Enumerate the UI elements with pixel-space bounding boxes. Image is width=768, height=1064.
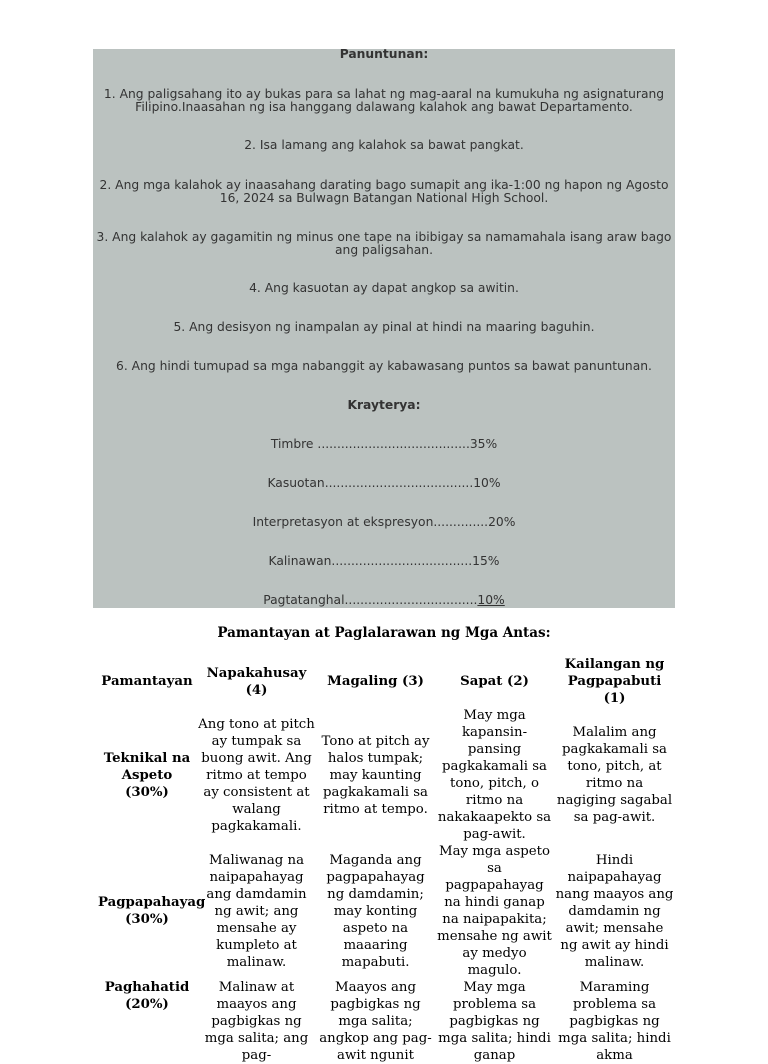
table-cell: May mga problema sa pagbigkas ng mga salita; hindi ganap: [438, 980, 551, 1063]
header-pamantayan: Pamantayan: [101, 674, 193, 689]
criterion-interpretasyon: Interpretasyon at ekspresyon..............20%: [252, 515, 516, 529]
rubric-title: Pamantayan at Paglalarawan ng Mga Antas:: [217, 625, 551, 641]
criterion-kalinawan: Kalinawan....................................15%: [268, 554, 500, 568]
table-row: [97, 979, 675, 1064]
criterion-pagtatanghal: [93, 594, 675, 607]
table-cell: Maraming problema sa pagbigkas ng mga salita; hindi akma: [558, 980, 671, 1063]
header-kailangan: Kailangan ng Pagpapabuti (1): [564, 657, 665, 706]
table-cell: Hindi naipapahayag nang maayos ang damdamin ng awit; mensahe ng awit ay hindi malinaw.: [555, 852, 674, 970]
criterion-cell: Teknikal na Aspeto (30%): [103, 750, 191, 800]
rule-1: 1. Ang paligsahang ito ay bukas para sa lahat ng mag-aaral na kumukuha ng asignaturang Filipino.Inaasahan ng isa hanggang dalawang kalahok ang bawat Departamento.: [103, 87, 665, 114]
table-row: [97, 843, 675, 979]
rules-heading: Panuntunan:: [339, 49, 429, 61]
criterion-kasuotan: Kasuotan......................................10%: [267, 476, 501, 490]
rule-6: 5. Ang desisyon ng inampalan ay pinal at hindi na maaring baguhin.: [173, 320, 595, 334]
table-cell: Maliwanag na naipapahayag ang damdamin ng awit; ang mensahe ay kumpleto at malinaw.: [206, 852, 307, 970]
table-cell: Maayos ang pagbigkas ng mga salita; angkop ang pag-awit ngunit: [319, 980, 432, 1063]
header-napakahusay: Napakahusay (4): [206, 665, 307, 698]
table-row: [97, 707, 675, 843]
rule-3: 2. Ang mga kalahok ay inaasahang darating bago sumapit ang ika-1:00 ng hapon ng Agosto 16, 2024 sa Bulwagn Batangan National High School.: [99, 178, 669, 205]
header-magaling: Magaling (3): [327, 674, 424, 689]
rule-7: 6. Ang hindi tumupad sa mga nabanggit ay kabawasang puntos sa bawat panuntunan.: [116, 359, 652, 373]
criterion-cell: Pagpapahayag (30%): [98, 895, 206, 927]
table-cell: May mga kapansin-pansing pagkakamali sa tono, pitch, o ritmo na nakakaapekto sa pag-awit.: [437, 708, 552, 842]
rule-5: 4. Ang kasuotan ay dapat angkop sa awitin.: [249, 281, 519, 295]
table-cell: Tono at pitch ay halos tumpak; may kaunting pagkakamali sa ritmo at tempo.: [321, 733, 430, 817]
table-cell: Malinaw at maayos ang pagbigkas ng mga salita; ang pag-: [204, 980, 309, 1063]
criterion-pagtatanghal-value: 10%: [477, 593, 505, 607]
rubric-table: [97, 656, 675, 1064]
rule-2: 2. Isa lamang ang kalahok sa bawat pangkat.: [244, 138, 524, 152]
header-sapat: Sapat (2): [460, 674, 529, 689]
criterion-cell: Paghahatid (20%): [104, 980, 190, 1012]
rubric-header-row: [97, 656, 675, 707]
table-cell: Malalim ang pagkakamali sa tono, pitch, at ritmo na nagiging sagabal sa pag-awit.: [556, 725, 673, 825]
table-cell: Maganda ang pagpapahayag ng damdamin; may konting aspeto na maaaring mapabuti.: [326, 852, 425, 970]
criterion-timbre: Timbre .......................................35%: [270, 437, 498, 451]
rule-4: 3. Ang kalahok ay gagamitin ng minus one tape na ibibigay sa namamahala isang araw bago ang paligsahan.: [96, 230, 672, 257]
rules-panel: [93, 49, 675, 608]
criterion-pagtatanghal-label: Pagtatanghal..................................: [263, 593, 478, 607]
table-cell: Ang tono at pitch ay tumpak sa buong awit. Ang ritmo at tempo ay consistent at walang pagkakamali.: [198, 716, 315, 834]
table-cell: May mga aspeto sa pagpapahayag na hindi ganap na naipapakita; mensahe ng awit ay medyo magulo.: [437, 844, 552, 978]
criteria-heading: Krayterya:: [347, 398, 421, 412]
